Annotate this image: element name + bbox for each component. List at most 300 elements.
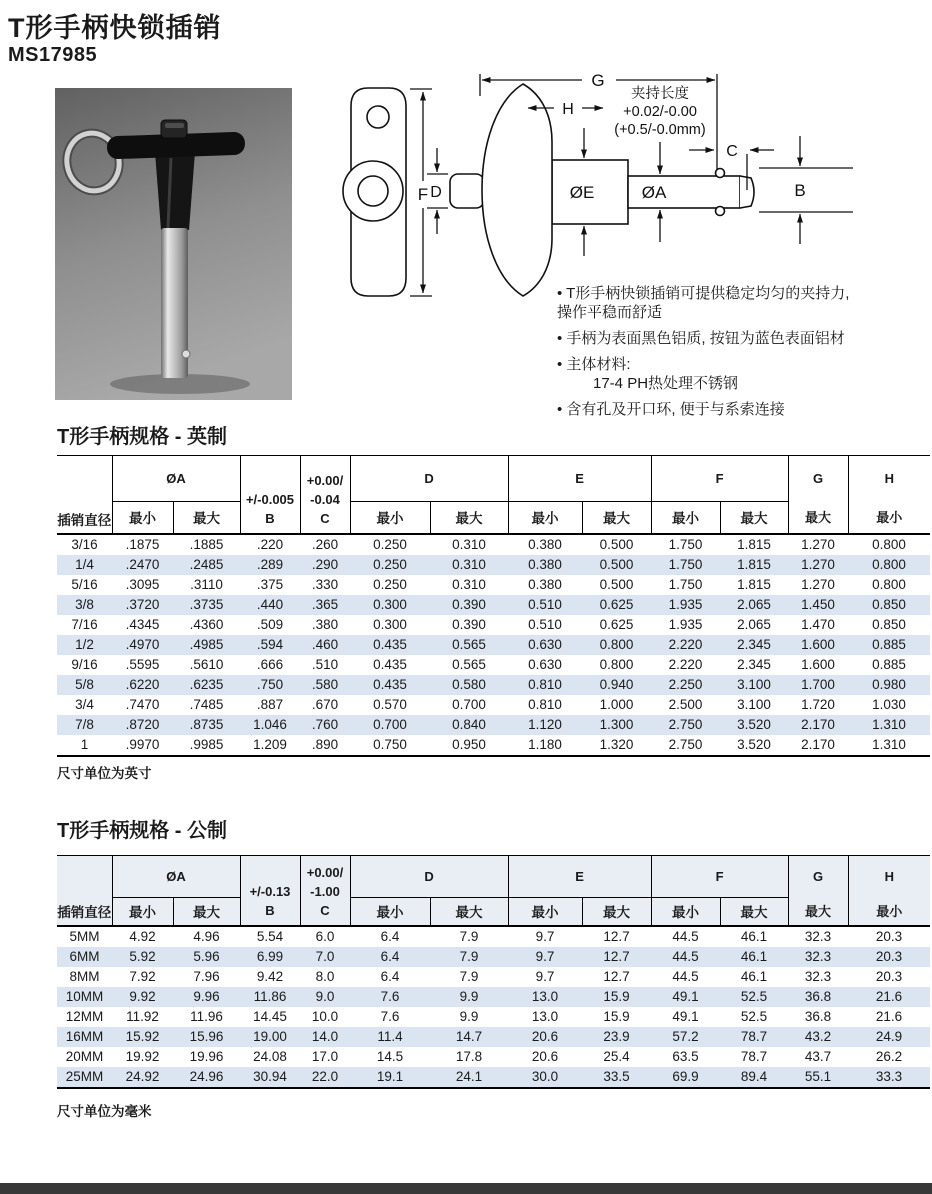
cell: 14.0 [311, 1028, 339, 1044]
grip-length-tol-in: +0.02/-0.00 [623, 104, 697, 120]
cell: 14.5 [376, 1048, 404, 1064]
cell: .4985 [189, 636, 224, 652]
cell: 1.310 [872, 716, 906, 732]
cell: .666 [256, 656, 284, 672]
cell: 20MM [65, 1048, 104, 1064]
cell: 89.4 [740, 1068, 768, 1084]
cell: .440 [256, 596, 284, 612]
cell: 78.7 [740, 1028, 768, 1044]
cell: 1.600 [801, 636, 835, 652]
column-header: 最大 [582, 502, 651, 534]
cell: 4.96 [193, 928, 220, 944]
cell: 6MM [69, 948, 100, 964]
cell: 9.0 [315, 988, 335, 1004]
spec-table-imperial [57, 455, 930, 757]
cell: 0.300 [373, 596, 407, 612]
cell: 2.170 [801, 736, 835, 752]
cell: 1.180 [528, 736, 562, 752]
button-tab [450, 174, 484, 208]
cell: 25.4 [603, 1048, 630, 1064]
cell: 17.0 [311, 1048, 339, 1064]
cell: 1.270 [801, 576, 835, 592]
column-header: H 最小 [848, 856, 930, 926]
spec-table-metric [57, 855, 930, 1089]
cell: 1.270 [801, 536, 835, 552]
cell: 1.935 [668, 596, 703, 612]
cell: 0.630 [528, 636, 562, 652]
cell: 21.6 [875, 1008, 903, 1024]
cell: .8720 [125, 716, 160, 732]
cell: 1/4 [75, 556, 94, 572]
cell: .3735 [189, 596, 224, 612]
table-row [57, 655, 930, 675]
column-header: 最小 [651, 898, 720, 926]
cell: 9/16 [71, 656, 98, 672]
lanyard-hole [367, 106, 389, 128]
cell: 44.5 [672, 928, 699, 944]
table-row [57, 1007, 930, 1027]
column-header: 最小 [508, 502, 582, 534]
cell: .460 [311, 636, 339, 652]
cell: 15.92 [125, 1028, 160, 1044]
cell: .9985 [189, 736, 224, 752]
cell: 5.92 [129, 948, 156, 964]
section-heading-metric: T形手柄规格 - 公制 [57, 820, 227, 842]
cell: .1885 [189, 536, 224, 552]
cell: .750 [256, 676, 284, 692]
cell: 7.6 [380, 1008, 400, 1024]
column-header: 最小 [508, 898, 582, 926]
cell: 8MM [69, 968, 100, 984]
handle-boss [155, 152, 195, 230]
table-row [57, 947, 930, 967]
cell: 0.300 [373, 616, 407, 632]
cell: 0.700 [452, 696, 486, 712]
grip-length-tol-mm: (+0.5/-0.0mm) [614, 122, 706, 138]
cell: 2.065 [737, 616, 771, 632]
cell: 5.96 [193, 948, 220, 964]
cell: 4.92 [129, 928, 156, 944]
cell: 2.220 [668, 656, 703, 672]
column-header: 最大 [430, 502, 508, 534]
cell: 1.720 [801, 696, 835, 712]
column-header: 最大 [720, 898, 788, 926]
cell: 32.3 [804, 948, 832, 964]
cell: 43.2 [804, 1028, 832, 1044]
cell: 2.750 [668, 716, 703, 732]
cell: 15.96 [189, 1028, 224, 1044]
cell: 6.4 [380, 948, 400, 964]
cell: 0.700 [373, 716, 407, 732]
cell: 2.500 [668, 696, 703, 712]
cell: .760 [311, 716, 339, 732]
cell: 1.120 [528, 716, 562, 732]
cell: 6.4 [380, 968, 400, 984]
dim-label-oe: ØE [569, 183, 595, 202]
cell: 44.5 [672, 968, 699, 984]
cell: 2.065 [737, 596, 771, 612]
table-row [57, 534, 930, 555]
cell: 10.0 [311, 1008, 339, 1024]
cell: 6.4 [380, 928, 400, 944]
column-header: 最小 [112, 502, 173, 534]
cell: 0.625 [599, 616, 634, 632]
cell: 49.1 [672, 1008, 699, 1024]
hub-inner-circle [358, 176, 388, 206]
cell: 0.500 [599, 556, 634, 572]
page-footer-bar [0, 1183, 932, 1194]
cell: 1.310 [872, 736, 906, 752]
feature-line: 17-4 PH热处理不锈钢 [593, 375, 739, 392]
cell: .5610 [189, 656, 224, 672]
cell: 49.1 [672, 988, 699, 1004]
cell: .887 [256, 696, 284, 712]
feature-item: • 主体材料: [557, 356, 631, 373]
cell: 20.6 [531, 1048, 559, 1064]
cell: 0.435 [373, 656, 407, 672]
cell: 0.800 [599, 656, 634, 672]
cell: 9.9 [459, 988, 479, 1004]
cell: 1/2 [75, 636, 94, 652]
column-header: F [651, 856, 788, 898]
table-row [57, 1067, 930, 1088]
cell: 1.450 [801, 596, 835, 612]
cell: .6220 [125, 676, 160, 692]
cell: 0.250 [373, 556, 407, 572]
cell: 0.850 [872, 596, 906, 612]
cell: .365 [311, 596, 339, 612]
cell: 0.390 [452, 616, 486, 632]
cell: 0.885 [872, 656, 906, 672]
table-row [57, 555, 930, 575]
cell: .509 [256, 616, 284, 632]
cell: 8.0 [315, 968, 335, 984]
column-header: 最小 [112, 898, 173, 926]
section-heading-imperial: T形手柄规格 - 英制 [57, 426, 227, 448]
cell: 46.1 [740, 968, 768, 984]
cell: 32.3 [804, 928, 832, 944]
table-row [57, 926, 930, 947]
table-row [57, 635, 930, 655]
cell: 12MM [65, 1008, 104, 1024]
cell: 9.7 [535, 948, 555, 964]
cell: 0.435 [373, 676, 407, 692]
cell: 0.435 [373, 636, 407, 652]
cell: 7.6 [380, 988, 400, 1004]
cell: 52.5 [740, 1008, 768, 1024]
cell: .3110 [190, 576, 223, 592]
column-header: E [508, 856, 651, 898]
column-header: 最大 [430, 898, 508, 926]
cell: 1.700 [801, 676, 835, 692]
cell: 0.565 [452, 656, 486, 672]
cell: 24.08 [253, 1048, 287, 1064]
cell: 0.800 [872, 536, 906, 552]
cell: 1.030 [872, 696, 906, 712]
cell: 1.270 [801, 556, 835, 572]
cell: .2485 [189, 556, 224, 572]
cell: 5/8 [75, 676, 94, 692]
part-number: MS17985 [8, 44, 98, 66]
table-row [57, 575, 930, 595]
cell: 9.92 [129, 988, 156, 1004]
cell: 1.209 [253, 736, 287, 752]
cell: 30.94 [253, 1068, 287, 1084]
unit-note-imperial: 尺寸单位为英寸 [57, 766, 152, 781]
table-row [57, 967, 930, 987]
column-header: 最小 [350, 502, 430, 534]
cell: 11.96 [190, 1008, 223, 1024]
cell: 10MM [65, 988, 104, 1004]
cell: 20.3 [875, 948, 903, 964]
cell: 9.9 [459, 1008, 479, 1024]
cell: 0.810 [528, 696, 562, 712]
lock-ball-bottom [716, 207, 725, 216]
cell: 12.7 [603, 968, 630, 984]
column-header: D [350, 856, 508, 898]
cell: 2.345 [737, 636, 771, 652]
cell: 19.96 [189, 1048, 224, 1064]
cell: 9.7 [535, 928, 555, 944]
cell: 7/8 [75, 716, 94, 732]
page-title: T形手柄快锁插销 [8, 13, 222, 43]
column-header: 最小 [651, 502, 720, 534]
cell: 63.5 [672, 1048, 699, 1064]
unit-note-metric: 尺寸单位为毫米 [57, 1104, 152, 1119]
cell: 1.470 [801, 616, 835, 632]
column-header: +/-0.13 B [240, 856, 300, 926]
cell: 32.3 [804, 968, 832, 984]
cell: 0.565 [452, 636, 486, 652]
product-photo [55, 88, 292, 400]
cell: 25MM [65, 1068, 104, 1084]
cell: 1.300 [599, 716, 634, 732]
cell: 0.580 [452, 676, 486, 692]
cell: 0.980 [872, 676, 906, 692]
cell: 3/4 [75, 696, 94, 712]
cell: 57.2 [672, 1028, 699, 1044]
cell: 9.42 [256, 968, 284, 984]
cell: 52.5 [740, 988, 768, 1004]
cell: 0.940 [599, 676, 634, 692]
column-header: +/-0.005 B [240, 456, 300, 534]
column-header: ØA [112, 456, 240, 502]
button-highlight [165, 123, 184, 128]
cell: 0.840 [452, 716, 486, 732]
cell: 24.1 [455, 1068, 483, 1084]
cell: 15.9 [603, 988, 630, 1004]
dim-label-g: G [591, 71, 605, 90]
dim-label-oa: ØA [641, 183, 667, 202]
column-header: G 最大 [788, 856, 848, 926]
column-header: 最小 [350, 898, 430, 926]
cell: 11.4 [377, 1028, 403, 1044]
cell: 9.7 [535, 968, 555, 984]
cell: .7470 [125, 696, 160, 712]
cell: 6.99 [256, 948, 284, 964]
cell: 3.100 [737, 676, 771, 692]
cell: .375 [256, 576, 284, 592]
cell: 7.96 [193, 968, 220, 984]
column-header: 最大 [720, 502, 788, 534]
cell: 0.800 [599, 636, 634, 652]
cell: 46.1 [740, 948, 768, 964]
cell: 3/16 [71, 536, 98, 552]
cell: .4970 [125, 636, 160, 652]
cell: 13.0 [531, 988, 559, 1004]
cell: .580 [311, 676, 339, 692]
cell: .510 [311, 656, 339, 672]
feature-item: • T形手柄快锁插销可提供稳定均匀的夹持力, [557, 285, 850, 302]
cell: 12.7 [603, 948, 630, 964]
cell: 21.6 [875, 988, 903, 1004]
cell: 1.320 [599, 736, 634, 752]
column-header: 插销直径 [57, 456, 112, 534]
cell: 1.750 [668, 576, 703, 592]
cell: 0.800 [872, 556, 906, 572]
cell: 0.630 [528, 656, 562, 672]
column-header: 最大 [173, 898, 240, 926]
cell: 0.380 [528, 576, 562, 592]
cell: 0.510 [528, 616, 562, 632]
cell: .7485 [189, 696, 224, 712]
cell: 19.92 [125, 1048, 160, 1064]
cell: 2.345 [737, 656, 771, 672]
table-row [57, 1047, 930, 1067]
column-header: E [508, 456, 651, 502]
cell: 3.520 [737, 736, 771, 752]
lock-ball [182, 350, 190, 358]
cell: 2.220 [668, 636, 703, 652]
cell: 69.9 [672, 1068, 699, 1084]
cell: 5MM [69, 928, 100, 944]
dim-label-c: C [726, 143, 738, 160]
cell: 9.96 [193, 988, 220, 1004]
cell: 26.2 [875, 1048, 903, 1064]
table-row [57, 735, 930, 756]
table-row [57, 675, 930, 695]
column-header: H 最小 [848, 456, 930, 534]
metric-table-container [57, 855, 930, 1089]
cell: .260 [311, 536, 339, 552]
cell: .1875 [125, 536, 160, 552]
cell: 0.380 [528, 556, 562, 572]
cell: 1.935 [668, 616, 703, 632]
cell: 0.250 [373, 536, 407, 552]
cell: 13.0 [531, 1008, 559, 1024]
cell: 1 [80, 736, 89, 752]
handle-side-profile [482, 84, 552, 296]
table-row [57, 715, 930, 735]
cell: .289 [256, 556, 284, 572]
table-row [57, 695, 930, 715]
cell: 33.5 [603, 1068, 630, 1084]
cell: .6235 [189, 676, 224, 692]
cell: 5/16 [71, 576, 98, 592]
cell: 7.0 [315, 948, 335, 964]
column-header: G 最大 [788, 456, 848, 534]
column-header: F [651, 456, 788, 502]
cell: .9970 [125, 736, 160, 752]
cell: 14.45 [253, 1008, 287, 1024]
cell: 7.9 [459, 928, 479, 944]
cell: 33.3 [875, 1068, 903, 1084]
feature-item: • 手柄为表面黑色铝质, 按钮为蓝色表面铝材 [557, 330, 845, 347]
dim-label-d: D [430, 184, 442, 201]
cell: .8735 [189, 716, 224, 732]
cell: 20.6 [531, 1028, 559, 1044]
cell: 2.750 [668, 736, 703, 752]
cell: 1.815 [737, 576, 771, 592]
cell: .330 [311, 576, 339, 592]
feature-list [557, 284, 932, 419]
table-row [57, 615, 930, 635]
grip-length-label: 夹持长度 [631, 86, 689, 102]
cell: 1.815 [737, 536, 771, 552]
cell: 2.250 [668, 676, 703, 692]
cell: 0.390 [452, 596, 486, 612]
cell: .670 [311, 696, 339, 712]
table-row [57, 987, 930, 1007]
cell: 0.810 [528, 676, 562, 692]
column-header: 插销直径 [57, 856, 112, 926]
cell: .220 [256, 536, 284, 552]
cell: 1.750 [668, 536, 703, 552]
cell: 16MM [65, 1028, 104, 1044]
cell: 24.92 [125, 1068, 160, 1084]
cell: 11.86 [253, 988, 287, 1004]
column-header: +0.00/ -0.04 C [300, 456, 350, 534]
cell: 0.250 [373, 576, 407, 592]
cell: 0.570 [373, 696, 407, 712]
cell: 3.520 [737, 716, 771, 732]
cell: .290 [311, 556, 339, 572]
cell: .4345 [125, 616, 160, 632]
cell: 17.8 [455, 1048, 483, 1064]
cell: 36.8 [804, 1008, 832, 1024]
feature-item: • 含有孔及开口环, 便于与系索连接 [557, 401, 785, 418]
cell: 7.9 [459, 948, 479, 964]
dim-label-b: B [794, 181, 806, 200]
cell: 0.310 [452, 556, 486, 572]
front-view [343, 88, 432, 296]
cell: 20.3 [875, 928, 903, 944]
cell: 0.750 [373, 736, 407, 752]
cell: .2470 [125, 556, 160, 572]
cell: 7.9 [459, 968, 479, 984]
cell: 36.8 [804, 988, 832, 1004]
cell: 19.00 [253, 1028, 287, 1044]
cell: 46.1 [740, 928, 768, 944]
cell: 23.9 [603, 1028, 630, 1044]
table-row [57, 595, 930, 615]
cell: 43.7 [804, 1048, 832, 1064]
column-header: ØA [112, 856, 240, 898]
cell: 0.500 [599, 576, 634, 592]
cell: 0.800 [872, 576, 906, 592]
cell: .380 [311, 616, 339, 632]
cell: 78.7 [740, 1048, 768, 1064]
cell: 24.9 [875, 1028, 903, 1044]
column-header: 最大 [582, 898, 651, 926]
cell: 0.850 [872, 616, 906, 632]
cell: 22.0 [311, 1068, 339, 1084]
cell: 11.92 [126, 1008, 159, 1024]
cell: 24.96 [189, 1068, 224, 1084]
cell: 7/16 [71, 616, 98, 632]
column-header: 最大 [173, 502, 240, 534]
cell: 55.1 [804, 1068, 832, 1084]
